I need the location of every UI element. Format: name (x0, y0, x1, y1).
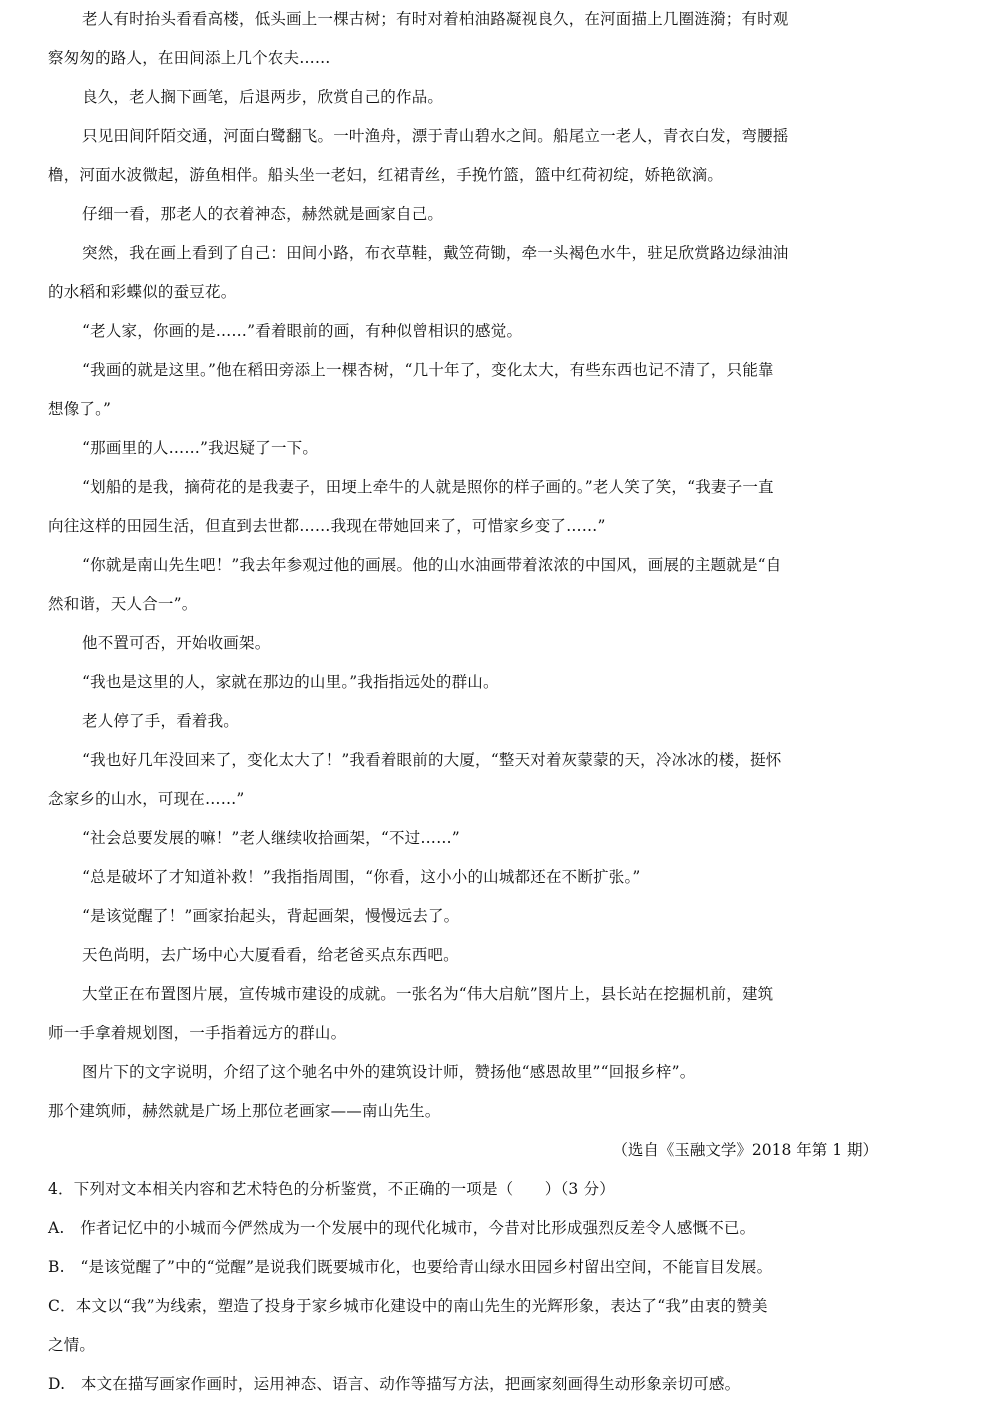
paragraph-line: “老人家，你画的是……”看着眼前的画，有种似曾相识的感觉。 (82, 322, 523, 340)
paragraph-line: “社会总要发展的嘛！”老人继续收拾画架，“不过……” (82, 829, 460, 847)
paragraph-line: 突然，我在画上看到了自己：田间小路，布衣草鞋，戴笠荷锄，牵一头褐色水牛，驻足欣赏路边绿油油 (82, 244, 789, 262)
option-b: B. “是该觉醒了”中的“觉醒”是说我们既要城市化，也要给青山绿水田园乡村留出空间，不能盲目发展。 (48, 1258, 773, 1276)
paragraph-line: 仔细一看，那老人的衣着神态，赫然就是画家自己。 (82, 205, 444, 223)
paragraph-line: “我也好几年没回来了，变化太大了！”我看着眼前的大厦，“整天对着灰蒙蒙的天，冷冰冰的楼，挺怀 (82, 751, 782, 769)
paragraph-line: 他不置可否，开始收画架。 (82, 634, 271, 652)
paragraph-line: 老人停了手，看着我。 (82, 712, 240, 730)
story-text (48, 0, 878, 1170)
paragraph-line: 师一手拿着规划图，一手指着远方的群山。 (48, 1024, 347, 1042)
paragraph-line: “划船的是我，摘荷花的是我妻子，田埂上牵牛的人就是照你的样子画的。”老人笑了笑，“我妻子一直 (82, 478, 774, 496)
paragraph-line: “是该觉醒了！”画家抬起头，背起画架，慢慢远去了。 (82, 907, 460, 925)
paragraph-line: 然和谐，天人合一”。 (48, 595, 198, 613)
paragraph-line: 念家乡的山水，可现在……” (48, 790, 245, 808)
option-c: C．本文以“我”为线索，塑造了投身于家乡城市化建设中的南山先生的光辉形象，表达了“我”由衷的赞美 (48, 1297, 768, 1315)
document-page (48, 0, 878, 1404)
paragraph-line: 的水稻和彩蝶似的蚕豆花。 (48, 283, 237, 301)
paragraph-line: 那个建筑师，赫然就是广场上那位老画家——南山先生。 (48, 1102, 441, 1120)
paragraph-line: 大堂正在布置图片展，宣传城市建设的成就。一张名为“伟大启航”图片上，县长站在挖掘机前，建筑 (82, 985, 774, 1003)
paragraph-line: 天色尚明，去广场中心大厦看看，给老爸买点东西吧。 (82, 946, 459, 964)
paragraph-line: 橹，河面水波微起，游鱼相伴。船头坐一老妇，红裙青丝，手挽竹篮，篮中红荷初绽，娇艳欲滴。 (48, 166, 724, 184)
paragraph-line: “总是破坏了才知道补救！”我指指周围，“你看，这小小的山城都还在不断扩张。” (82, 868, 641, 886)
paragraph-line: “我画的就是这里。”他在稻田旁添上一棵杏树，“几十年了，变化太大，有些东西也记不清了，只能靠 (82, 361, 774, 379)
paragraph-line: 想像了。” (48, 400, 112, 418)
paragraph-line: 向往这样的田园生活，但直到去世都……我现在带她回来了，可惜家乡变了……” (48, 517, 606, 535)
paragraph-line: “我也是这里的人，家就在那边的山里。”我指指远处的群山。 (82, 673, 499, 691)
option-c-continued: 之情。 (48, 1336, 96, 1354)
source-citation: （选自《玉融文学》2018 年第 1 期） (612, 1141, 878, 1159)
option-d: D. 本文在描写画家作画时，运用神态、语言、动作等描写方法，把画家刻画得生动形象亲切可感。 (48, 1375, 741, 1393)
paragraph-line: 只见田间阡陌交通，河面白鹭翻飞。一叶渔舟，漂于青山碧水之间。船尾立一老人，青衣白发，弯腰摇 (82, 127, 789, 145)
option-a: A. 作者记忆中的小城而今俨然成为一个发展中的现代化城市，今昔对比形成强烈反差令人感慨不已。 (48, 1219, 756, 1237)
paragraph-line: 老人有时抬头看看高楼，低头画上一棵古树；有时对着柏油路凝视良久，在河面描上几圈涟漪；有时观 (82, 10, 789, 28)
paragraph-line: 良久，老人搁下画笔，后退两步，欣赏自己的作品。 (82, 88, 444, 106)
paragraph-line: 察匆匆的路人，在田间添上几个农夫…… (48, 49, 331, 67)
question-stem: 4．下列对文本相关内容和艺术特色的分析鉴赏，不正确的一项是（ ）（3 分） (48, 1180, 616, 1198)
question-block (48, 1170, 878, 1404)
paragraph-line: “你就是南山先生吧！”我去年参观过他的画展。他的山水油画带着浓浓的中国风，画展的主题就是“自 (82, 556, 782, 574)
paragraph-line: “那画里的人……”我迟疑了一下。 (82, 439, 319, 457)
paragraph-line: 图片下的文字说明，介绍了这个驰名中外的建筑设计师，赞扬他“感恩故里”“回报乡梓”。 (82, 1063, 696, 1081)
